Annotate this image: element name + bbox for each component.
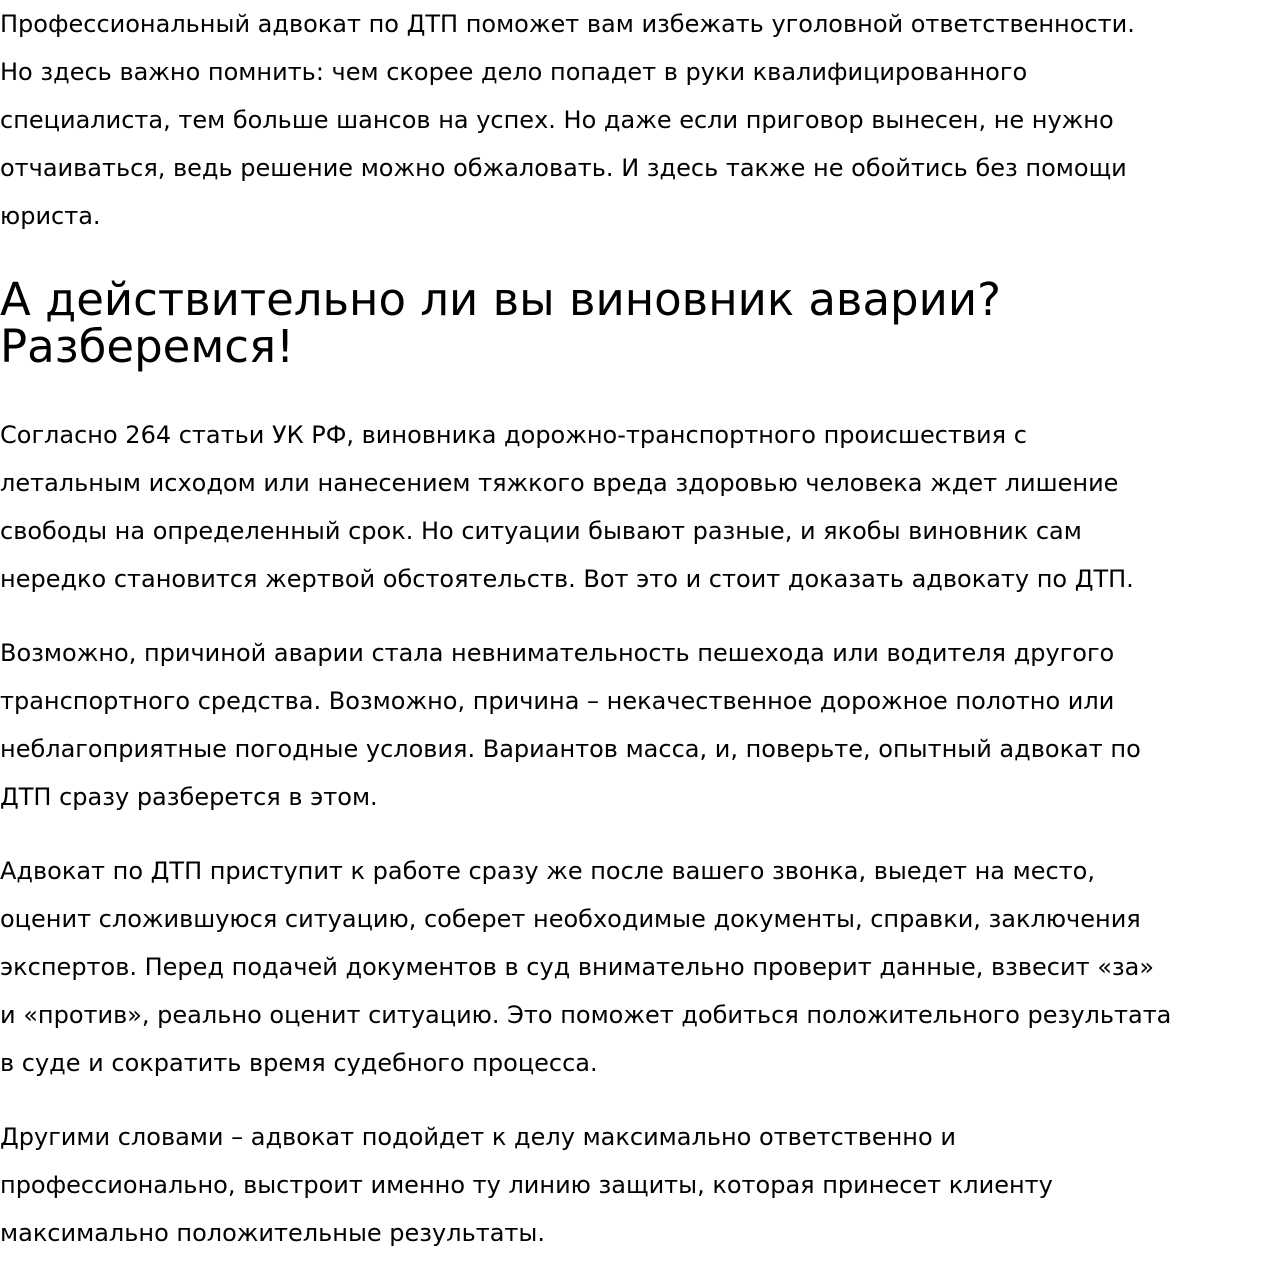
text-line: максимально положительные результаты. [0, 1219, 545, 1247]
paragraph-article-264 [0, 411, 1270, 603]
text-line: экспертов. Перед подачей документов в суд внимательно проверит данные, взвесит «за» [0, 953, 1155, 981]
heading-line: А действительно ли вы виновник аварии? [0, 273, 1001, 326]
text-line: специалиста, тем больше шансов на успех. Но даже если приговор вынесен, не нужно [0, 106, 1114, 134]
text-line: свободы на определенный срок. Но ситуации бывают разные, и якобы виновник сам [0, 517, 1082, 545]
text-line: профессионально, выстроит именно ту линию защиты, которая принесет клиенту [0, 1171, 1053, 1199]
paragraph-conclusion [0, 1113, 1270, 1257]
text-line: транспортного средства. Возможно, причина – некачественное дорожное полотно или [0, 687, 1115, 715]
text-line: Но здесь важно помнить: чем скорее дело попадет в руки квалифицированного [0, 58, 1028, 86]
heading-line: Разберемся! [0, 320, 295, 373]
text-line: ДТП сразу разберется в этом. [0, 783, 378, 811]
paragraph-lawyer-work [0, 847, 1270, 1087]
section-heading [0, 273, 1270, 373]
text-line: Адвокат по ДТП приступит к работе сразу же после вашего звонка, выедет на место, [0, 857, 1095, 885]
text-line: Профессиональный адвокат по ДТП поможет вам избежать уголовной ответственности. [0, 10, 1135, 38]
text-line: и «против», реально оценит ситуацию. Это поможет добиться положительного результата [0, 1001, 1172, 1029]
text-line: в суде и сократить время судебного процесса. [0, 1049, 598, 1077]
text-line: Другими словами – адвокат подойдет к делу максимально ответственно и [0, 1123, 956, 1151]
paragraph-causes [0, 629, 1270, 821]
text-line: неблагоприятные погодные условия. Вариантов масса, и, поверьте, опытный адвокат по [0, 735, 1141, 763]
text-line: отчаиваться, ведь решение можно обжаловать. И здесь также не обойтись без помощи [0, 154, 1127, 182]
paragraph-intro [0, 0, 1270, 240]
text-line: летальным исходом или нанесением тяжкого вреда здоровью человека ждет лишение [0, 469, 1119, 497]
text-line: Возможно, причиной аварии стала невнимательность пешехода или водителя другого [0, 639, 1115, 667]
text-line: юриста. [0, 202, 101, 230]
text-line: нередко становится жертвой обстоятельств. Вот это и стоит доказать адвокату по ДТП. [0, 565, 1134, 593]
text-line: оценит сложившуюся ситуацию, соберет необходимые документы, справки, заключения [0, 905, 1141, 933]
text-line: Согласно 264 статьи УК РФ, виновника дорожно-транспортного происшествия с [0, 421, 1027, 449]
